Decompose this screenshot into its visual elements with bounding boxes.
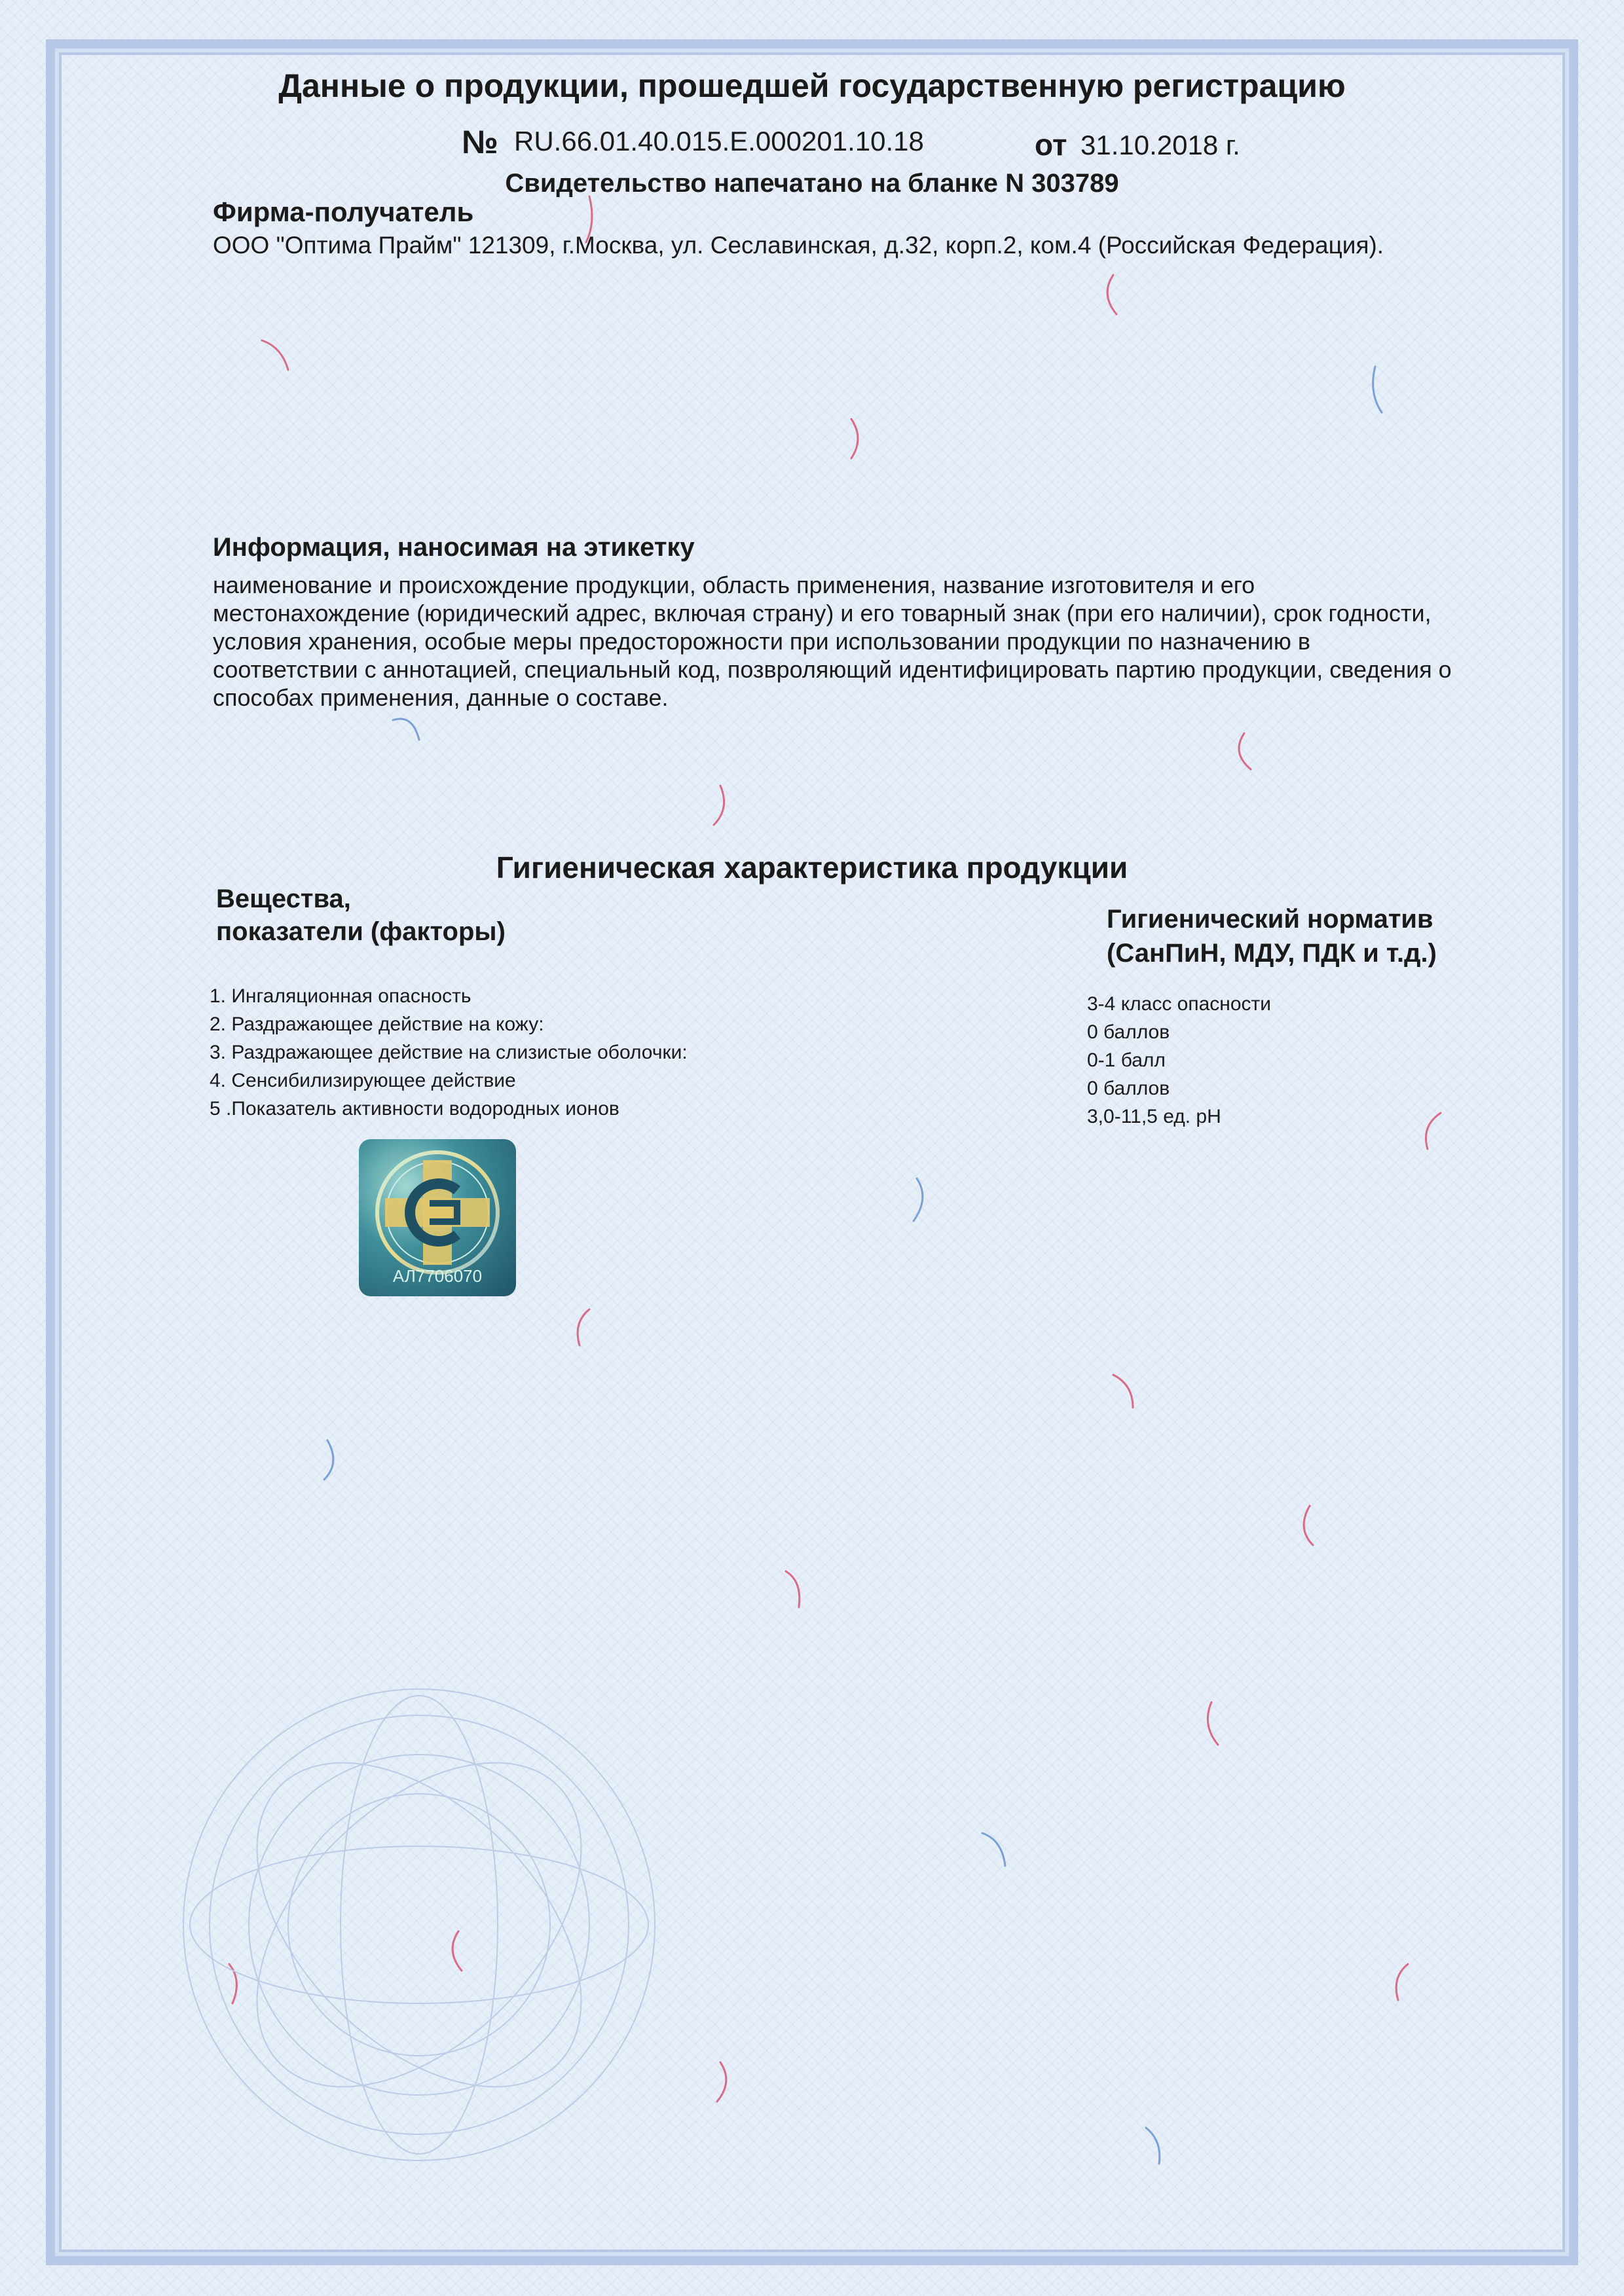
norms-heading-line1: Гигиенический норматив [1107,905,1433,934]
list-item: 2. Раздражающее действие на кожу: [210,1013,544,1035]
norms-list [1087,990,1271,1131]
blank-number-line: Свидетельство напечатано на бланке N 303789 [505,169,1119,198]
list-item: 0 баллов [1087,1021,1170,1043]
norms-heading-line2: (СанПиН, МДУ, ПДК и т.д.) [1107,939,1437,968]
norms-column-heading [1107,902,1532,970]
hologram-serial: АЛ7706070 [392,1266,483,1286]
label-info-text: наименование и происхождение продукции, область применения, название изготовителя и его местонахождение (юридический адрес, включая страну) и его товарный знак (при его наличии), срок годности, условия хранения, особые меры предосторожности при использовании продукции по назначению в соответствии с аннотацией, специальный код, позвроляющий идентифицировать партию продукции, сведения о способах применения, данные о составе. [213,572,1452,711]
registration-seal-icon [359,1139,516,1296]
list-item: 3-4 класс опасности [1087,993,1272,1015]
recipient-address: ООО "Оптима Прайм" 121309, г.Москва, ул. Сеславинская, д.32, корп.2, ком.4 (Российская Федерация). [213,232,1384,259]
factors-list [210,982,688,1123]
date-prefix: от [1035,128,1067,162]
label-info-heading: Информация, наносимая на этикетку [213,533,695,562]
list-item: 5 .Показатель активности водородных ионов [210,1098,619,1120]
guilloche-border [46,39,1578,2265]
hologram-sticker [359,1139,516,1296]
list-item: 3,0-11,5 ед. pH [1087,1106,1221,1127]
factors-heading-line2: показатели (факторы) [216,917,506,946]
recipient-heading: Фирма-получатель [213,196,474,227]
number-mark: № [462,124,498,160]
registration-date: 31.10.2018 г. [1080,130,1240,160]
factors-column-heading [216,883,674,948]
list-item: 0 баллов [1087,1078,1170,1099]
factors-heading-line1: Вещества, [216,884,351,913]
list-item: 3. Раздражающее действие на слизистые оболочки: [210,1042,688,1063]
hygiene-section-title: Гигиеническая характеристика продукции [496,850,1128,884]
registration-number: RU.66.01.40.015.E.000201.10.18 [514,126,924,156]
list-item: 0-1 балл [1087,1049,1166,1071]
list-item: 4. Сенсибилизирующее действие [210,1070,516,1091]
document-title: Данные о продукции, прошедшей государственную регистрацию [278,67,1346,104]
list-item: 1. Ингаляционная опасность [210,985,471,1007]
